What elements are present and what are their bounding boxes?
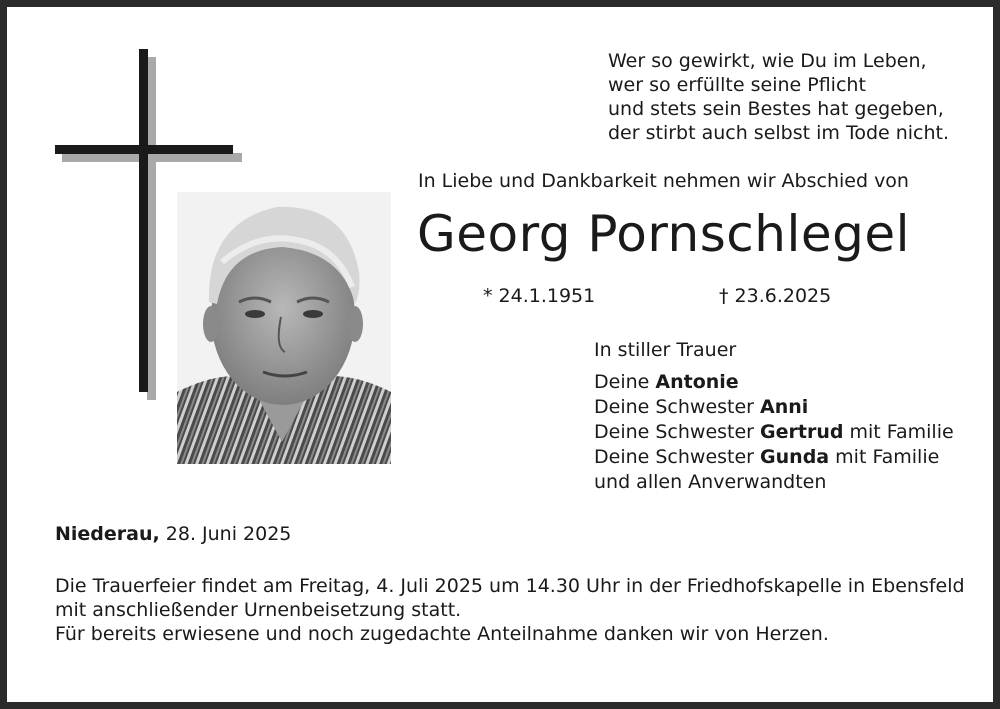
funeral-notice xyxy=(55,574,965,646)
notice-line: Die Trauerfeier findet am Freitag, 4. Juli 2025 um 14.30 Uhr in der Friedhofskapelle in Ebensfeld xyxy=(55,575,965,597)
mourner-line: Deine Schwester Gunda mit Familie xyxy=(594,446,940,468)
poem-line: und stets sein Bestes hat gegeben, xyxy=(608,98,944,120)
portrait-photo xyxy=(177,192,391,464)
deceased-name: Georg Pornschlegel xyxy=(417,205,911,263)
place-date xyxy=(55,523,291,545)
mourner-line: Deine Antonie xyxy=(594,371,739,393)
mourner-line: Deine Schwester Anni xyxy=(594,396,809,418)
place: Niederau, xyxy=(55,523,160,545)
date: 28. Juni 2025 xyxy=(159,523,292,545)
mourner-name: Antonie xyxy=(655,371,739,393)
mourner-name: Anni xyxy=(760,396,809,418)
mourner-line: Deine Schwester Gertrud mit Familie xyxy=(594,421,954,443)
mourner-line: und allen Anverwandten xyxy=(594,471,827,493)
poem-line: der stirbt auch selbst im Tode nicht. xyxy=(608,122,950,144)
mourners-list xyxy=(594,370,954,495)
mourner-name: Gertrud xyxy=(760,421,844,443)
notice-line: mit anschließender Urnenbeisetzung statt. xyxy=(55,599,462,621)
birth-date: * 24.1.1951 xyxy=(483,285,596,307)
intro-text: In Liebe und Dankbarkeit nehmen wir Abschied von xyxy=(418,170,909,192)
poem xyxy=(608,49,949,145)
poem-line: Wer so gewirkt, wie Du im Leben, xyxy=(608,50,927,72)
death-date: † 23.6.2025 xyxy=(719,285,832,307)
poem-line: wer so erfüllte seine Pflicht xyxy=(608,74,866,96)
mourning-heading: In stiller Trauer xyxy=(594,339,737,361)
obituary-card xyxy=(7,7,993,702)
notice-line: Für bereits erwiesene und noch zugedachte Anteilnahme danken wir von Herzen. xyxy=(55,623,829,645)
mourner-name: Gunda xyxy=(760,446,830,468)
